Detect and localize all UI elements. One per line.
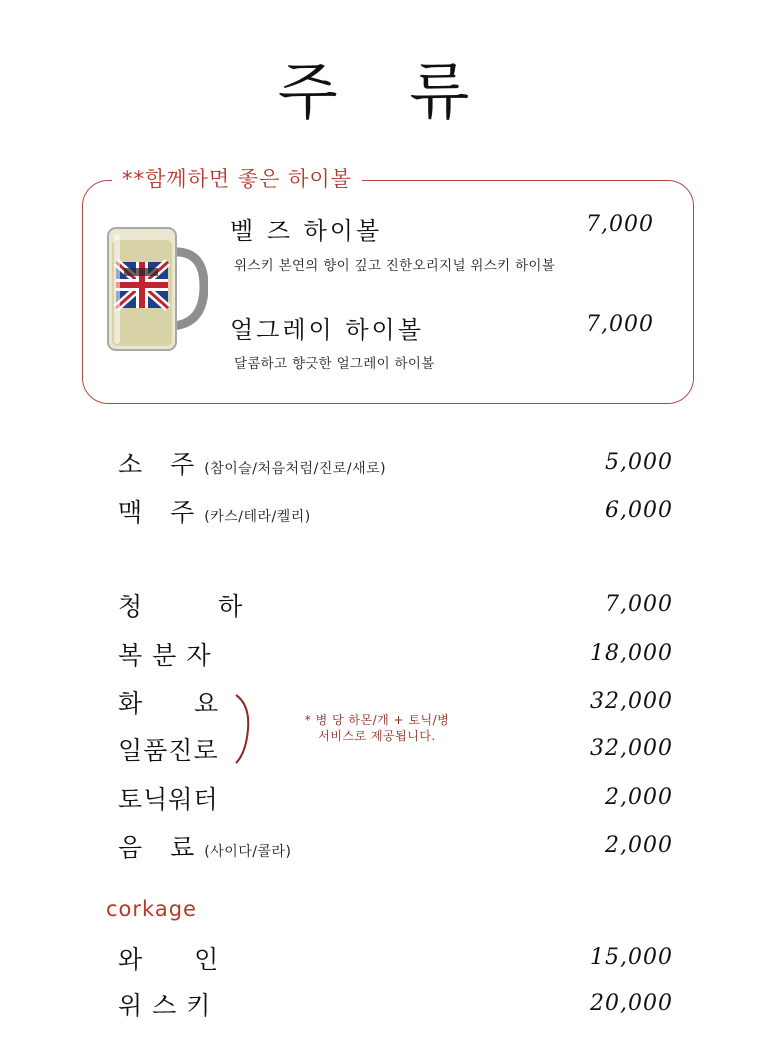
drink-row	[118, 636, 220, 672]
corkage-row	[118, 940, 240, 976]
drink-name: 화 요	[118, 689, 241, 718]
highball-section-label: **함께하면 좋은 하이볼	[112, 163, 362, 193]
highball-item-name: 벨 즈 하이볼	[230, 217, 383, 245]
drink-price: 32,000	[590, 736, 673, 761]
drink-price: 32,000	[590, 689, 673, 714]
drink-price: 18,000	[590, 641, 673, 666]
highball-mug-image	[104, 224, 208, 354]
drink-name: 소 주	[118, 450, 205, 479]
drink-price: 2,000	[605, 785, 673, 810]
corkage-row	[118, 986, 220, 1022]
highball-item-description: 위스키 본연의 향이 깊고 진한오리지널 위스키 하이볼	[234, 258, 556, 274]
page-title: 주 류	[277, 55, 496, 128]
drink-row	[118, 828, 292, 864]
highball-item-price: 7,000	[586, 312, 654, 337]
corkage-label: corkage	[106, 897, 197, 921]
drink-row	[118, 493, 311, 529]
drink-price: 2,000	[605, 833, 673, 858]
drink-name: 청 하	[118, 592, 277, 621]
promo-note-line: * 병 당 하몬/개 + 토닉/병	[304, 713, 450, 727]
highball-item-description: 달콤하고 향긋한 얼그레이 하이볼	[234, 356, 435, 372]
drink-row	[118, 731, 219, 767]
drink-note: (카스/테라/켈리)	[204, 509, 311, 525]
corkage-name: 와 인	[118, 945, 241, 974]
drink-price: 6,000	[605, 498, 673, 523]
drink-name: 복분자	[118, 641, 221, 670]
highball-item-name: 얼그레이 하이볼	[230, 316, 424, 344]
drink-name: 일품진로	[118, 736, 219, 765]
corkage-price: 20,000	[590, 991, 673, 1016]
drink-row	[118, 587, 276, 623]
corkage-name: 위스키	[118, 991, 221, 1020]
drink-note: (참이슬/처음처럼/진로/새로)	[204, 461, 387, 477]
promo-note-line: 서비스로 제공됩니다.	[318, 729, 436, 743]
drink-note: (사이다/콜라)	[204, 844, 292, 860]
drink-row	[118, 780, 219, 816]
drink-row	[118, 684, 240, 720]
brace-mark	[232, 693, 256, 765]
corkage-price: 15,000	[590, 945, 673, 970]
drink-name: 음 료	[118, 833, 205, 862]
drink-name: 토닉워터	[118, 785, 219, 814]
drink-price: 7,000	[605, 592, 673, 617]
highball-item-price: 7,000	[586, 212, 654, 237]
drink-name: 맥 주	[118, 498, 205, 527]
drink-row	[118, 445, 386, 481]
promo-note	[262, 712, 492, 744]
drink-price: 5,000	[605, 450, 673, 475]
